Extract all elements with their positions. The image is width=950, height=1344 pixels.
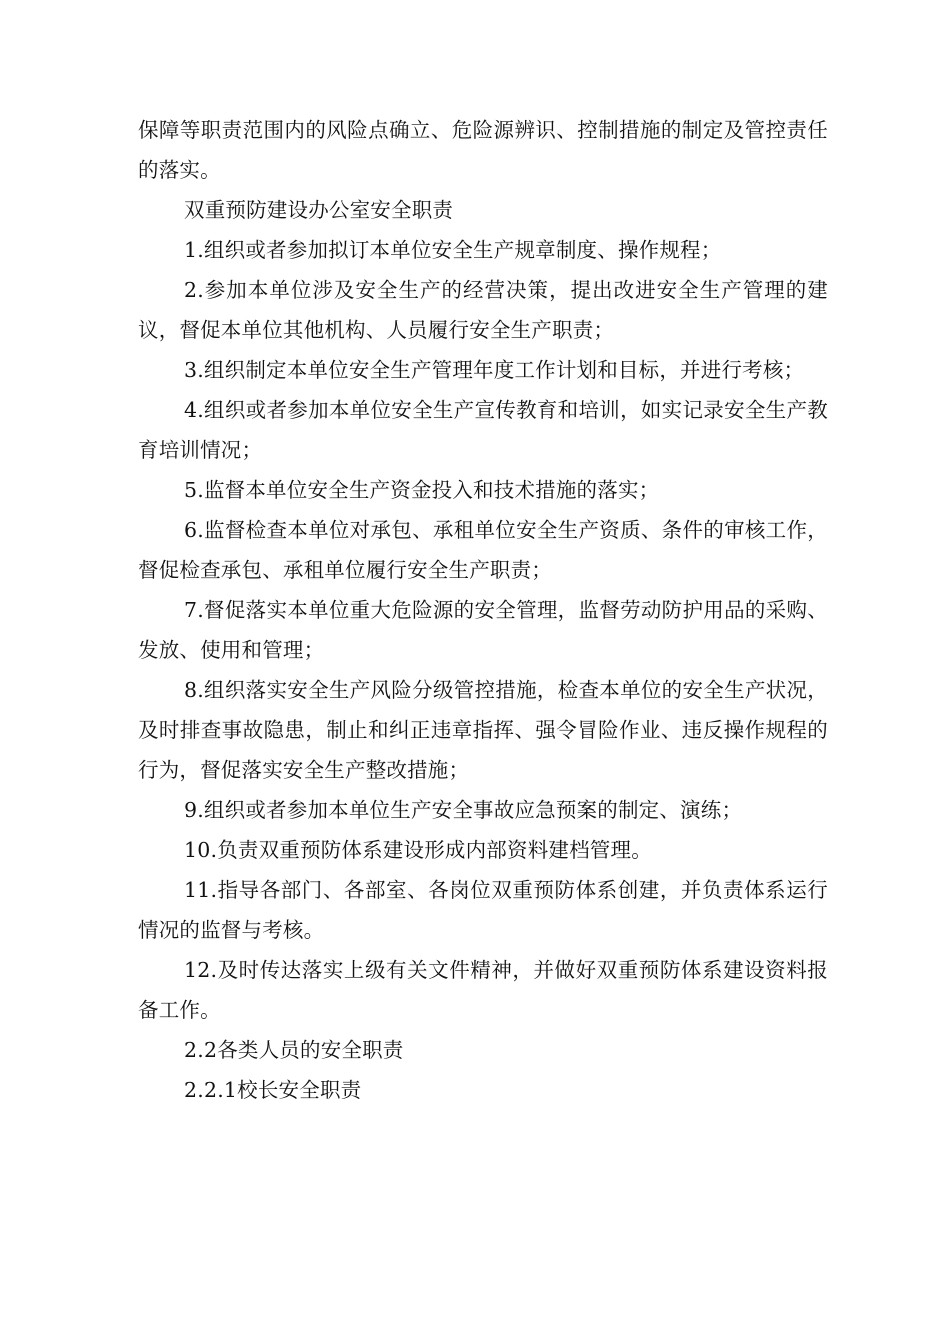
duty-item-10: 10.负责双重预防体系建设形成内部资料建档管理。 [184,838,652,862]
duty-item-11: 11.指导各部门、各部室、各岗位双重预防体系创建，并负责体系运行情况的监督与考核。 [138,878,828,942]
duty-item-6: 6.监督检查本单位对承包、承租单位安全生产资质、条件的审核工作，督促检查承包、承租单位履行安全生产职责； [138,518,828,582]
section-heading-2-2: 2.2各类人员的安全职责 [184,1038,404,1062]
duty-item-7: 7.督促落实本单位重大危险源的安全管理，监督劳动防护用品的采购、发放、使用和管理； [138,598,828,662]
duty-item-2: 2.参加本单位涉及安全生产的经营决策，提出改进安全生产管理的建议，督促本单位其他机构、人员履行安全生产职责； [138,278,828,342]
duty-item-3: 3.组织制定本单位安全生产管理年度工作计划和目标，并进行考核； [184,358,805,382]
section-heading-2-2-1: 2.2.1校长安全职责 [184,1078,362,1102]
duty-item-12: 12.及时传达落实上级有关文件精神，并做好双重预防体系建设资料报备工作。 [138,958,828,1022]
duty-item-5: 5.监督本单位安全生产资金投入和技术措施的落实； [184,478,660,502]
section-heading-office-duties: 双重预防建设办公室安全职责 [184,198,454,222]
duty-item-8: 8.组织落实安全生产风险分级管控措施，检查本单位的安全生产状况，及时排查事故隐患，制止和纠正违章指挥、强令冒险作业、违反操作规程的行为，督促落实安全生产整改措施； [138,678,828,782]
duty-item-1: 1.组织或者参加拟订本单位安全生产规章制度、操作规程； [184,238,722,262]
document-body [138,110,828,1110]
duty-item-4: 4.组织或者参加本单位安全生产宣传教育和培训，如实记录安全生产教育培训情况； [138,398,828,462]
paragraph-continuation: 保障等职责范围内的风险点确立、危险源辨识、控制措施的制定及管控责任的落实。 [138,118,828,182]
duty-item-9: 9.组织或者参加本单位生产安全事故应急预案的制定、演练； [184,798,743,822]
